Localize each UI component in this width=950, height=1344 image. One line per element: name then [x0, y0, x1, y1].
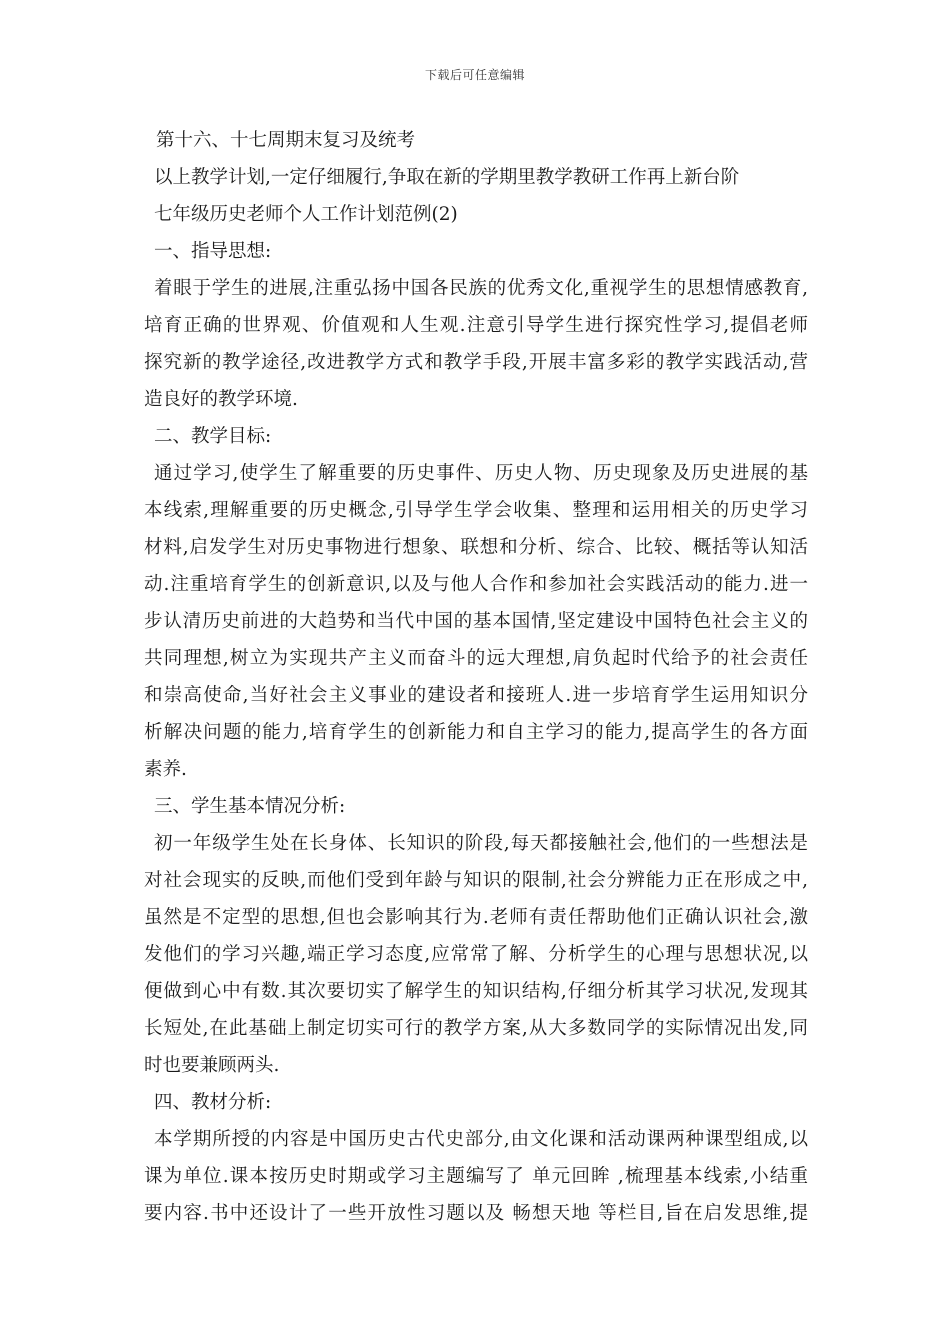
page-header-note: 下载后可任意编辑: [424, 68, 525, 82]
paragraph-line: 本线索,理解重要的历史概念,引导学生学会收集、整理和运用相关的历史学习: [144, 500, 808, 521]
paragraph-line: 虽然是不定型的思想,但也会影响其行为.老师有责任帮助他们正确认识社会,激: [144, 907, 808, 928]
document-subtitle: 七年级历史老师个人工作计划范例(2): [154, 204, 458, 225]
paragraph-line: 本学期所授的内容是中国历史古代史部分,由文化课和活动课两种课型组成,以: [154, 1129, 808, 1150]
paragraph-line: 和崇高使命,当好社会主义事业的建设者和接班人.进一步培育学生运用知识分: [144, 685, 808, 706]
paragraph-line: 着眼于学生的进展,注重弘扬中国各民族的优秀文化,重视学生的思想情感教育,: [154, 278, 808, 299]
section-heading: 四、教材分析:: [154, 1092, 272, 1113]
paragraph-line: 长短处,在此基础上制定切实可行的教学方案,从大多数同学的实际情况出发,同: [144, 1018, 808, 1039]
section-heading: 三、学生基本情况分析:: [154, 796, 346, 817]
paragraph-line: 探究新的教学途径,改进教学方式和教学手段,开展丰富多彩的教学实践活动,营: [144, 352, 808, 373]
section-heading: 二、教学目标:: [154, 426, 272, 447]
paragraph-line: 要内容.书中还设计了一些开放性习题以及 畅想天地 等栏目,旨在启发思维,提: [144, 1203, 808, 1224]
paragraph-line: 对社会现实的反映,而他们受到年龄与知识的限制,社会分辨能力正在形成之中,: [144, 870, 808, 891]
paragraph-line: 析解决问题的能力,培育学生的创新能力和自主学习的能力,提高学生的各方面: [144, 722, 808, 743]
paragraph-line: 动.注重培育学生的创新意识,以及与他人合作和参加社会实践活动的能力.进一: [144, 574, 808, 595]
paragraph-line: 初一年级学生处在长身体、长知识的阶段,每天都接触社会,他们的一些想法是: [154, 833, 808, 854]
paragraph-line: 共同理想,树立为实现共产主义而奋斗的远大理想,肩负起时代给予的社会责任: [144, 648, 808, 669]
paragraph-line: 发他们的学习兴趣,端正学习态度,应常常了解、分析学生的心理与思想状况,以: [144, 944, 808, 965]
section-heading: 一、指导思想:: [154, 241, 272, 262]
paragraph-line: 课为单位.课本按历史时期或学习主题编写了 单元回眸 ,梳理基本线索,小结重: [144, 1166, 808, 1187]
paragraph-line: 第十六、十七周期末复习及统考: [156, 130, 416, 151]
paragraph-line: 材料,启发学生对历史事物进行想象、联想和分析、综合、比较、概括等认知活: [144, 537, 808, 558]
paragraph-line: 步认清历史前进的大趋势和当代中国的基本国情,坚定建设中国特色社会主义的: [144, 611, 808, 632]
paragraph-line: 以上教学计划,一定仔细履行,争取在新的学期里教学教研工作再上新台阶: [154, 167, 740, 188]
paragraph-line: 造良好的教学环境.: [144, 389, 298, 410]
paragraph-line: 便做到心中有数.其次要切实了解学生的知识结构,仔细分析其学习状况,发现其: [144, 981, 808, 1002]
paragraph-line: 素养.: [144, 759, 187, 780]
document-body: [144, 122, 808, 1232]
paragraph-line: 通过学习,使学生了解重要的历史事件、历史人物、历史现象及历史进展的基: [154, 463, 808, 484]
paragraph-line: 培育正确的世界观、价值观和人生观.注意引导学生进行探究性学习,提倡老师: [144, 315, 808, 336]
paragraph-line: 时也要兼顾两头.: [144, 1055, 280, 1076]
